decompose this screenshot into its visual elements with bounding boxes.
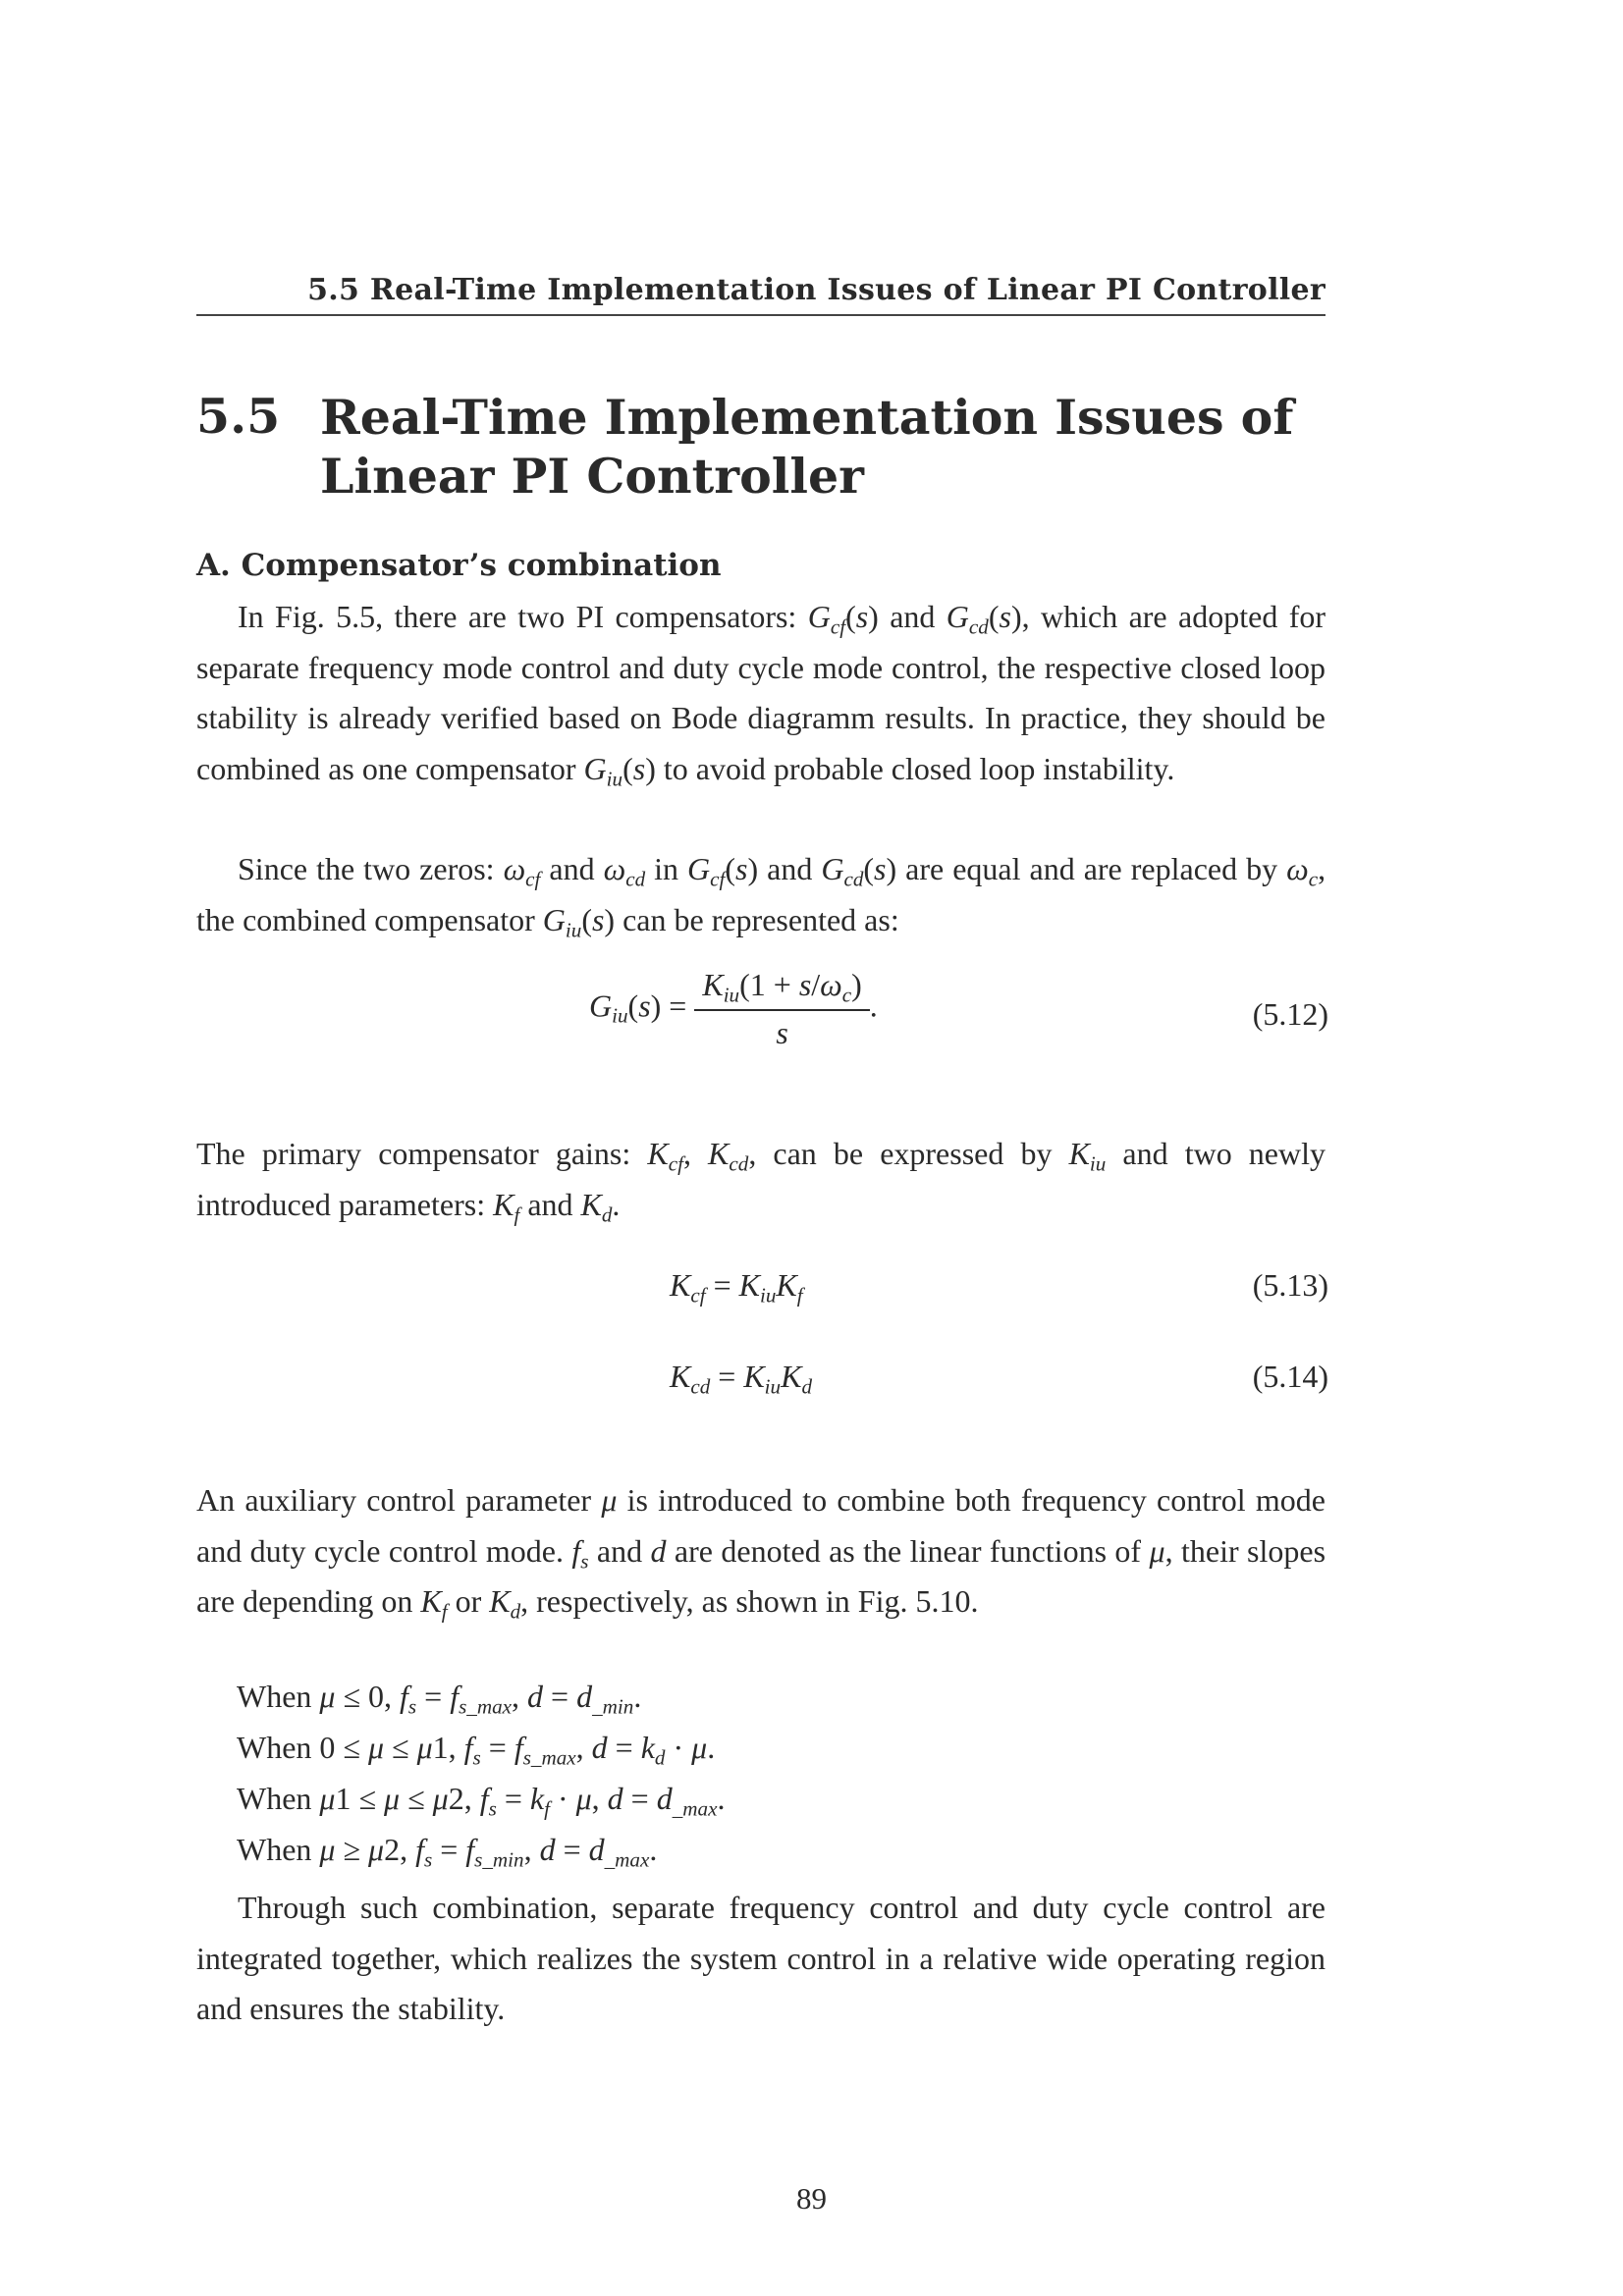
text: and xyxy=(540,851,604,886)
case-line-2: When 0 ≤ μ ≤ μ1, $f_s = f_{s\_max}$, $d = k_d \cdot \mu$. xyxy=(237,1730,716,1770)
text: and xyxy=(588,1532,651,1569)
text: or xyxy=(447,1583,490,1619)
equation-number: (5.14) xyxy=(1252,1359,1328,1394)
paragraph-4: An auxiliary control parameter μ is introduced to combine both frequency control mode and duty cycle control mode. $f_s$ and d are denoted as the linear functions of μ, their slopes are depending on $K_f$ or $K_d$, respectively, as shown in Fig. 5.10. xyxy=(196,1482,1326,1624)
text: An auxiliary control parameter xyxy=(196,1482,602,1518)
text: and xyxy=(758,851,822,886)
subsection-heading: A. Compensator’s combination xyxy=(196,548,722,583)
text: When xyxy=(237,1730,320,1765)
text: . xyxy=(612,1186,621,1222)
fraction: $\frac{K_{iu}(1 + s/\omega_c)}{s}$ xyxy=(694,967,869,1051)
case-line-1: When μ ≤ 0, $f_s = f_{s\_max}$, $d = d_{\_min}$. xyxy=(237,1679,642,1719)
case-line-3: When μ1 ≤ μ ≤ μ2, $f_s = k_f \cdot \mu$, $d = d_{\_max}$. xyxy=(237,1781,726,1821)
text: In Fig. 5.5, there are two PI compensators: xyxy=(238,599,808,634)
equation-number: (5.13) xyxy=(1252,1267,1328,1303)
equation-5-12: $G_{iu}(s)$ = $\frac{K_{iu}(1 + s/\omega_c)}{s}$ . xyxy=(589,967,878,1050)
equation-number: (5.12) xyxy=(1252,996,1328,1032)
text: to avoid probable closed loop instability. xyxy=(655,750,1175,786)
text: in xyxy=(645,851,688,886)
paragraph-2: Since the two zeros: $\omega_{cf}$ and $\omega_{cd}$ in $G_{cf}(s)$ and $G_{cd}(s)$ are equal and are replaced by $\omega_c$, the combined compensator $G_{iu}(s)$ can be represented as: xyxy=(196,851,1326,941)
text: , their slopes are depending on xyxy=(196,1532,1326,1619)
paragraph-3: The primary compensator gains: $K_{cf}$, $K_{cd}$, can be expressed by $K_{iu}$ and two newly introduced parameters: $K_f$ and $K_d$. xyxy=(196,1136,1326,1226)
page-number: 89 xyxy=(796,2181,827,2216)
running-header-title: 5.5 Real-Time Implementation Issues of Linear PI Controller xyxy=(307,273,1325,307)
text: , can be expressed by xyxy=(748,1136,1069,1171)
text: , respectively, as shown in Fig. 5.10. xyxy=(520,1583,979,1619)
text: and xyxy=(878,599,947,634)
equation-5-13: $K_{cf} = K_{iu}K_f$ xyxy=(670,1267,803,1308)
text: is introduced to combine both frequency control mode and duty cycle control mode. xyxy=(196,1482,1326,1569)
text: The primary compensator gains: xyxy=(196,1136,648,1171)
text: When xyxy=(237,1832,320,1867)
text: When xyxy=(237,1781,320,1816)
text: can be represented as: xyxy=(615,901,899,937)
section-title: Real-Time Implementation Issues of Linear PI Controller xyxy=(320,389,1294,505)
text: , the combined compensator xyxy=(196,851,1326,937)
text: are denoted as the linear functions of xyxy=(666,1532,1150,1569)
case-line-4: When μ ≥ μ2, $f_s = f_{s\_min}$, $d = d_{\_max}$. xyxy=(237,1832,658,1872)
paragraph-5: Through such combination, separate frequency control and duty cycle control are integrated together, which realizes the system control in a relative wide operating region and ensures the stability. xyxy=(196,1890,1325,2026)
paragraph-1: In Fig. 5.5, there are two PI compensators: $G_{cf}(s)$ and $G_{cd}(s)$, which are adopted for separate frequency mode control and duty cycle mode control, the respective closed loop stability is already verified based on Bode diagramm results. In practice, they should be combined as one compensator $G_{iu}(s)$ to avoid probable closed loop instability. xyxy=(196,599,1326,790)
text: are equal and are replaced by xyxy=(896,851,1287,886)
text: When xyxy=(237,1679,320,1714)
text: Since the two zeros: xyxy=(238,851,504,886)
section-number: 5.5 xyxy=(196,388,281,445)
text: and xyxy=(519,1186,581,1222)
running-header xyxy=(196,265,1325,316)
text: and two newly introduced parameters: xyxy=(196,1136,1326,1222)
equation-5-14: $K_{cd} = K_{iu}K_d$ xyxy=(670,1359,812,1399)
text: , which are adopted for separate frequency mode control and duty cycle mode control, the respective closed loop stability is already verified based on Bode diagramm results. In practice, they should be combined as one compensator xyxy=(196,599,1326,786)
